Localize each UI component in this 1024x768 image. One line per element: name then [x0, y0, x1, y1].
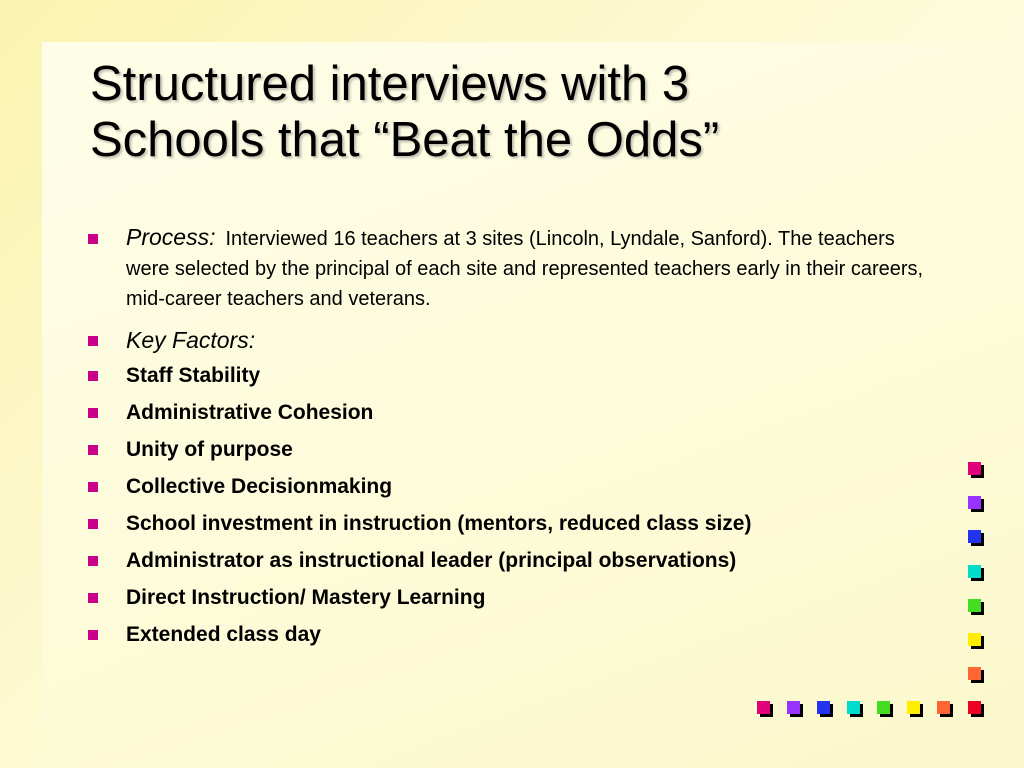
- factor-text: School investment in instruction (mentors, reduced class size): [126, 512, 752, 535]
- factor-item: [88, 472, 928, 502]
- process-label: Process:: [126, 224, 216, 250]
- title-line-2: Schools that “Beat the Odds”: [90, 113, 720, 167]
- decor-square-icon: [968, 701, 981, 714]
- factor-item: [88, 361, 928, 391]
- bullet-square-icon: [88, 445, 98, 455]
- decor-square-icon: [968, 599, 981, 612]
- decor-square-icon: [847, 701, 860, 714]
- decor-square-icon: [968, 633, 981, 646]
- bullet-square-icon: [88, 371, 98, 381]
- decor-square-icon: [937, 701, 950, 714]
- bullet-key-factors: [88, 324, 928, 356]
- factor-text: Extended class day: [126, 623, 321, 646]
- bullet-square-icon: [88, 630, 98, 640]
- decor-square-icon: [877, 701, 890, 714]
- bullet-square-icon: [88, 336, 98, 346]
- factor-text: Direct Instruction/ Mastery Learning: [126, 586, 486, 609]
- slide-title: [90, 56, 930, 168]
- decor-square-icon: [968, 462, 981, 475]
- factor-text: Administrator as instructional leader (principal observations): [126, 549, 737, 572]
- bullet-process: [88, 222, 928, 314]
- bullet-square-icon: [88, 482, 98, 492]
- factor-text: Administrative Cohesion: [126, 401, 374, 424]
- decor-square-icon: [968, 496, 981, 509]
- factor-item: [88, 509, 928, 539]
- factor-text: Unity of purpose: [126, 438, 293, 461]
- factor-text: Staff Stability: [126, 364, 261, 387]
- factor-item: [88, 620, 928, 650]
- bullet-square-icon: [88, 593, 98, 603]
- decor-square-icon: [787, 701, 800, 714]
- bullet-square-icon: [88, 519, 98, 529]
- decor-square-icon: [907, 701, 920, 714]
- bullet-list: [88, 222, 928, 657]
- process-text: Interviewed 16 teachers at 3 sites (Lincoln, Lyndale, Sanford). The teachers were selected by the principal of each site and represented teachers early in their careers, mid-career teachers and veterans.: [126, 228, 924, 310]
- factor-item: [88, 546, 928, 576]
- bullet-square-icon: [88, 234, 98, 244]
- decor-square-icon: [968, 530, 981, 543]
- decor-square-icon: [968, 667, 981, 680]
- decor-square-icon: [968, 565, 981, 578]
- factor-text: Collective Decisionmaking: [126, 475, 393, 498]
- bullet-square-icon: [88, 556, 98, 566]
- factor-item: [88, 435, 928, 465]
- decor-square-icon: [817, 701, 830, 714]
- bullet-square-icon: [88, 408, 98, 418]
- factor-item: [88, 398, 928, 428]
- factor-item: [88, 583, 928, 613]
- key-factors-label: Key Factors:: [126, 327, 256, 353]
- decor-square-icon: [757, 701, 770, 714]
- title-line-1: Structured interviews with 3: [90, 57, 690, 111]
